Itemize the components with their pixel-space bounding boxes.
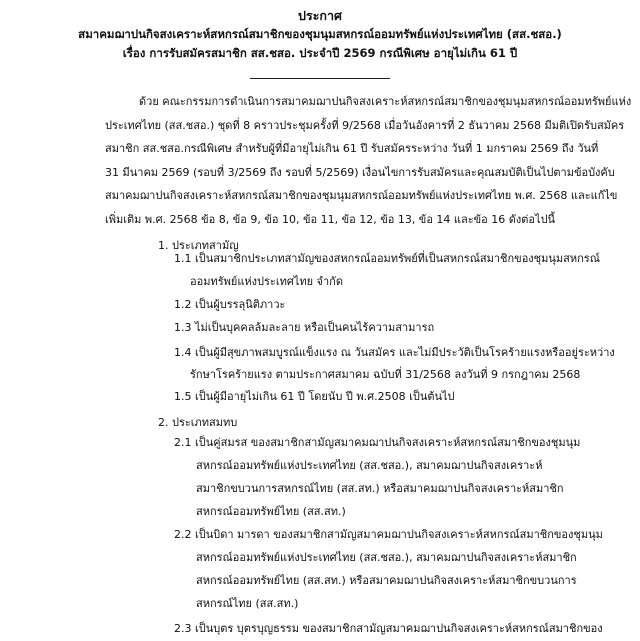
document-header: [0, 6, 640, 63]
intro-line: 31 มีนาคม 2569 (รอบที่ 3/2569 ถึง รอบที่ 5/2569) เงื่อนไขการรับสมัครและคุณสมบัติเป็นไปตามข้อบังคับ: [105, 165, 615, 179]
intro-line: ประเทศไทย (สส.ชสอ.) ชุดที่ 8 คราวประชุมครั้งที่ 9/2568 เมื่อวันอังคารที่ 2 ธันวาคม 2568 มีมติเปิดรับสมัคร: [105, 118, 625, 132]
list-item: [174, 385, 455, 409]
list-item: [174, 431, 580, 455]
intro-line: เพิ่มเติม พ.ศ. 2568 ข้อ 8, ข้อ 9, ข้อ 10, ข้อ 11, ข้อ 12, ข้อ 13, ข้อ 14 และข้อ 16 ดังต่อไปนี้: [105, 212, 556, 226]
list-item-continuation: [196, 592, 298, 616]
item-text: เป็นคู่สมรส ของสมาชิกสามัญสมาคมฌาปนกิจสงเคราะห์สหกรณ์สมาชิกของชุมนุม: [195, 436, 581, 449]
list-item: [174, 617, 603, 641]
item-number: 1.4: [174, 346, 195, 359]
item-text: สหกรณ์ออมทรัพย์ไทย (สส.สท.) หรือสมาคมฌาปนกิจสงเคราะห์สมาชิกขบวนการ: [196, 574, 577, 587]
item-text: เป็นผู้มีอายุไม่เกิน 61 ปี โดยนับ ปี พ.ศ.2508 เป็นต้นไป: [195, 390, 455, 403]
subject-line: เรื่อง การรับสมัครสมาชิก สส.ชสอ. ประจำปี 2569 กรณีพิเศษ อายุไม่เกิน 61 ปี: [122, 46, 518, 60]
item-number: 1.1: [174, 252, 195, 265]
list-item: [174, 293, 285, 317]
list-item: [174, 523, 603, 547]
item-text: สหกรณ์ออมทรัพย์ไทย (สส.สท.): [196, 505, 346, 518]
list-item-continuation: [196, 569, 577, 593]
item-text: รักษาโรคร้ายแรง ตามประกาศสมาคม ฉบับที่ 31/2568 ลงวันที่ 9 กรกฎาคม 2568: [190, 368, 581, 381]
item-number: 2.1: [174, 436, 195, 449]
list-item-continuation: [190, 363, 580, 387]
document-title: ประกาศ: [298, 8, 342, 23]
section-heading-ordinary: 1. ประเภทสามัญ: [158, 239, 239, 252]
item-text: ออมทรัพย์แห่งประเทศไทย จำกัด: [190, 275, 343, 288]
item-number: 1.3: [174, 321, 195, 334]
intro-line: ด้วย คณะกรรมการดำเนินการสมาคมฌาปนกิจสงเคราะห์สหกรณ์สมาชิกของชุมนุมสหกรณ์ออมทรัพย์แห่ง: [139, 95, 632, 108]
item-text: เป็นบิดา มารดา ของสมาชิกสามัญสมาคมฌาปนกิจสงเคราะห์สหกรณ์สมาชิกของชุมนุม: [195, 528, 603, 541]
association-name: สมาคมฌาปนกิจสงเคราะห์สหกรณ์สมาชิกของชุมนุมสหกรณ์ออมทรัพย์แห่งประเทศไทย (สส.ชสอ.): [78, 27, 562, 41]
item-text: เป็นผู้มีสุขภาพสมบูรณ์แข็งแรง ณ วันสมัคร และไม่มีประวัติเป็นโรคร้ายแรงหรืออยู่ระหว่าง: [195, 346, 615, 359]
list-item-continuation: [196, 546, 577, 570]
list-item-continuation: [190, 270, 343, 294]
item-text: เป็นสมาชิกประเภทสามัญของสหกรณ์ออมทรัพย์ที่เป็นสหกรณ์สมาชิกของชุมนุมสหกรณ์: [195, 252, 600, 265]
item-text: สหกรณ์ออมทรัพย์แห่งประเทศไทย (สส.ชสอ.), สมาคมฌาปนกิจสงเคราะห์สมาชิก: [196, 551, 577, 564]
list-item-continuation: [196, 477, 564, 501]
list-item: [174, 341, 615, 365]
section-heading-associate: 2. ประเภทสมทบ: [158, 416, 238, 429]
item-number: 2.2: [174, 528, 195, 541]
intro-paragraph: [105, 90, 632, 231]
item-text: เป็นผู้บรรลุนิติภาวะ: [195, 298, 286, 311]
header-divider: [250, 78, 390, 79]
item-text: สหกรณ์ไทย (สส.สท.): [196, 597, 299, 610]
item-number: 1.2: [174, 298, 195, 311]
item-text: สหกรณ์ออมทรัพย์แห่งประเทศไทย (สส.ชสอ.), สมาคมฌาปนกิจสงเคราะห์: [196, 459, 543, 472]
item-text: เป็นบุตร บุตรบุญธรรม ของสมาชิกสามัญสมาคมฌาปนกิจสงเคราะห์สหกรณ์สมาชิกของ: [195, 622, 603, 635]
intro-line: สมาคมฌาปนกิจสงเคราะห์สหกรณ์สมาชิกของชุมนุมสหกรณ์ออมทรัพย์แห่งประเทศไทย พ.ศ. 2568 และแก้ไข: [105, 189, 618, 202]
item-number: 2.3: [174, 622, 195, 635]
item-number: 1.5: [174, 390, 195, 403]
list-item-continuation: [196, 500, 346, 524]
list-item: [174, 247, 600, 271]
item-text: ไม่เป็นบุคคลล้มละลาย หรือเป็นคนไร้ความสามารถ: [195, 321, 435, 334]
list-item-continuation: [196, 454, 542, 478]
intro-line: สมาชิก สส.ชสอ.กรณีพิเศษ สำหรับผู้ที่มีอายุไม่เกิน 61 ปี รับสมัครระหว่าง วันที่ 1 มกราคม 2569 ถึง วันที่: [105, 142, 599, 155]
list-item: [174, 316, 434, 340]
item-text: สมาชิกขบวนการสหกรณ์ไทย (สส.สท.) หรือสมาคมฌาปนกิจสงเคราะห์สมาชิก: [196, 482, 564, 495]
